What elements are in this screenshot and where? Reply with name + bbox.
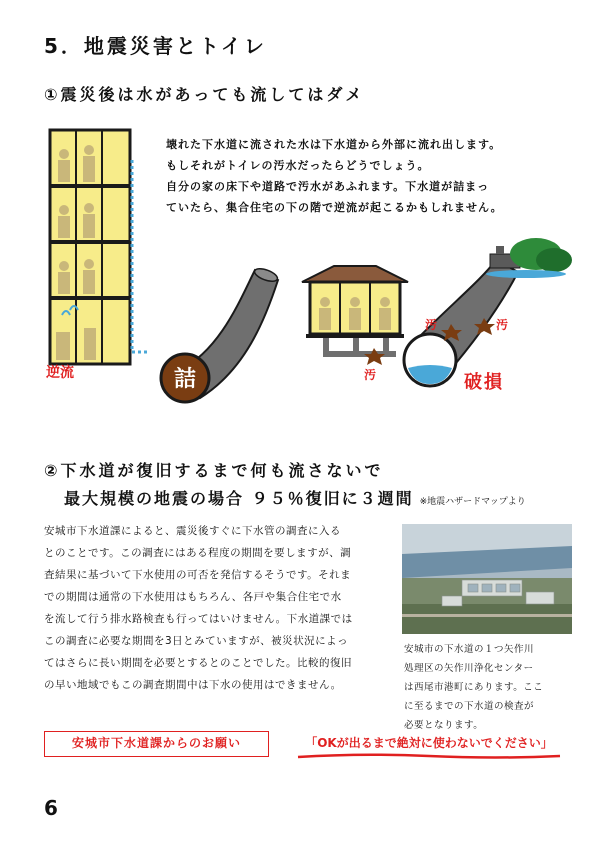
warning-underline bbox=[296, 752, 562, 760]
house-icon bbox=[302, 266, 408, 354]
source-note: ※地震ハザードマップより bbox=[419, 497, 526, 507]
backflow-label: 逆流 bbox=[46, 365, 74, 381]
dirty-label: 汚 bbox=[364, 368, 377, 382]
caption-line: は西尾市港町にあります。ここ bbox=[404, 682, 544, 693]
section-title: 5．地震災害とトイレ bbox=[44, 34, 267, 58]
intro-line: 壊れた下水道に流された水は下水道から外部に流れ出します。 bbox=[166, 138, 502, 151]
intro-line: ていたら、集合住宅の下の階で逆流が起こるかもしれません。 bbox=[166, 201, 503, 214]
subsection-title-2: ②下水道が復旧するまで何も流さないで bbox=[44, 461, 384, 480]
request-label-box: 安城市下水道課からのお願い bbox=[44, 731, 269, 757]
body-text bbox=[44, 520, 384, 696]
subsection-subtitle bbox=[64, 486, 526, 509]
backflow-illustration bbox=[40, 120, 300, 410]
body-line: を流して行う排水路検査も行ってはいけません。下水道課では bbox=[44, 613, 353, 625]
body-line: この調査に必要な期間を3日とみていますが、被災状況によっ bbox=[44, 635, 349, 647]
body-line: の早い地域でもこの調査期間中は下水の使用はできません。 bbox=[44, 679, 342, 691]
body-line: 安城市下水道課によると、震災後すぐに下水管の調査に入る bbox=[44, 525, 341, 537]
caption-line: に至るまでの下水道の検査が bbox=[404, 701, 535, 712]
body-line: とのことです。この調査にはある程度の期間を要しますが、調 bbox=[44, 547, 352, 559]
intro-line: 自分の家の床下や道路で汚水があふれます。下水道が詰まっ bbox=[166, 180, 490, 193]
caption-line: 安城市の下水道の１つ矢作川 bbox=[404, 644, 535, 655]
treatment-plant-photo bbox=[402, 524, 572, 634]
caption-line: 処理区の矢作川浄化センター bbox=[404, 663, 534, 674]
body-line: での期間は通常の下水使用はもちろん、各戸や集合住宅で水 bbox=[44, 591, 342, 603]
warning-text: 「OKが出るまで絶対に使わないでください」 bbox=[305, 736, 553, 750]
damage-label: 破損 bbox=[464, 372, 504, 393]
page-number: 6 bbox=[44, 796, 58, 820]
recovery-estimate: 最大規模の地震の場合 ９５％復旧に３週間 bbox=[64, 489, 414, 508]
clog-label: 詰 bbox=[173, 367, 197, 392]
apartment-building-icon bbox=[50, 130, 132, 364]
body-line: 査結果に基づいて下水使用の可否を発信するそうです。それま bbox=[44, 569, 352, 581]
dirty-label: 汚 bbox=[496, 318, 509, 332]
damage-illustration bbox=[296, 230, 576, 400]
sewer-pipe-icon bbox=[132, 266, 279, 402]
photo-caption bbox=[404, 640, 574, 735]
intro-line: もしそれがトイレの汚水だったらどうでしょう。 bbox=[166, 159, 430, 172]
caption-line: 必要となります。 bbox=[404, 720, 484, 731]
subsection-title-1: ①震災後は水があっても流してはダメ bbox=[44, 85, 365, 104]
treatment-plant-icon bbox=[486, 238, 572, 278]
dirty-label: 汚 bbox=[425, 318, 438, 332]
body-line: てはさらに長い期間を必要とするとのことでした。比較的復旧 bbox=[44, 657, 352, 669]
